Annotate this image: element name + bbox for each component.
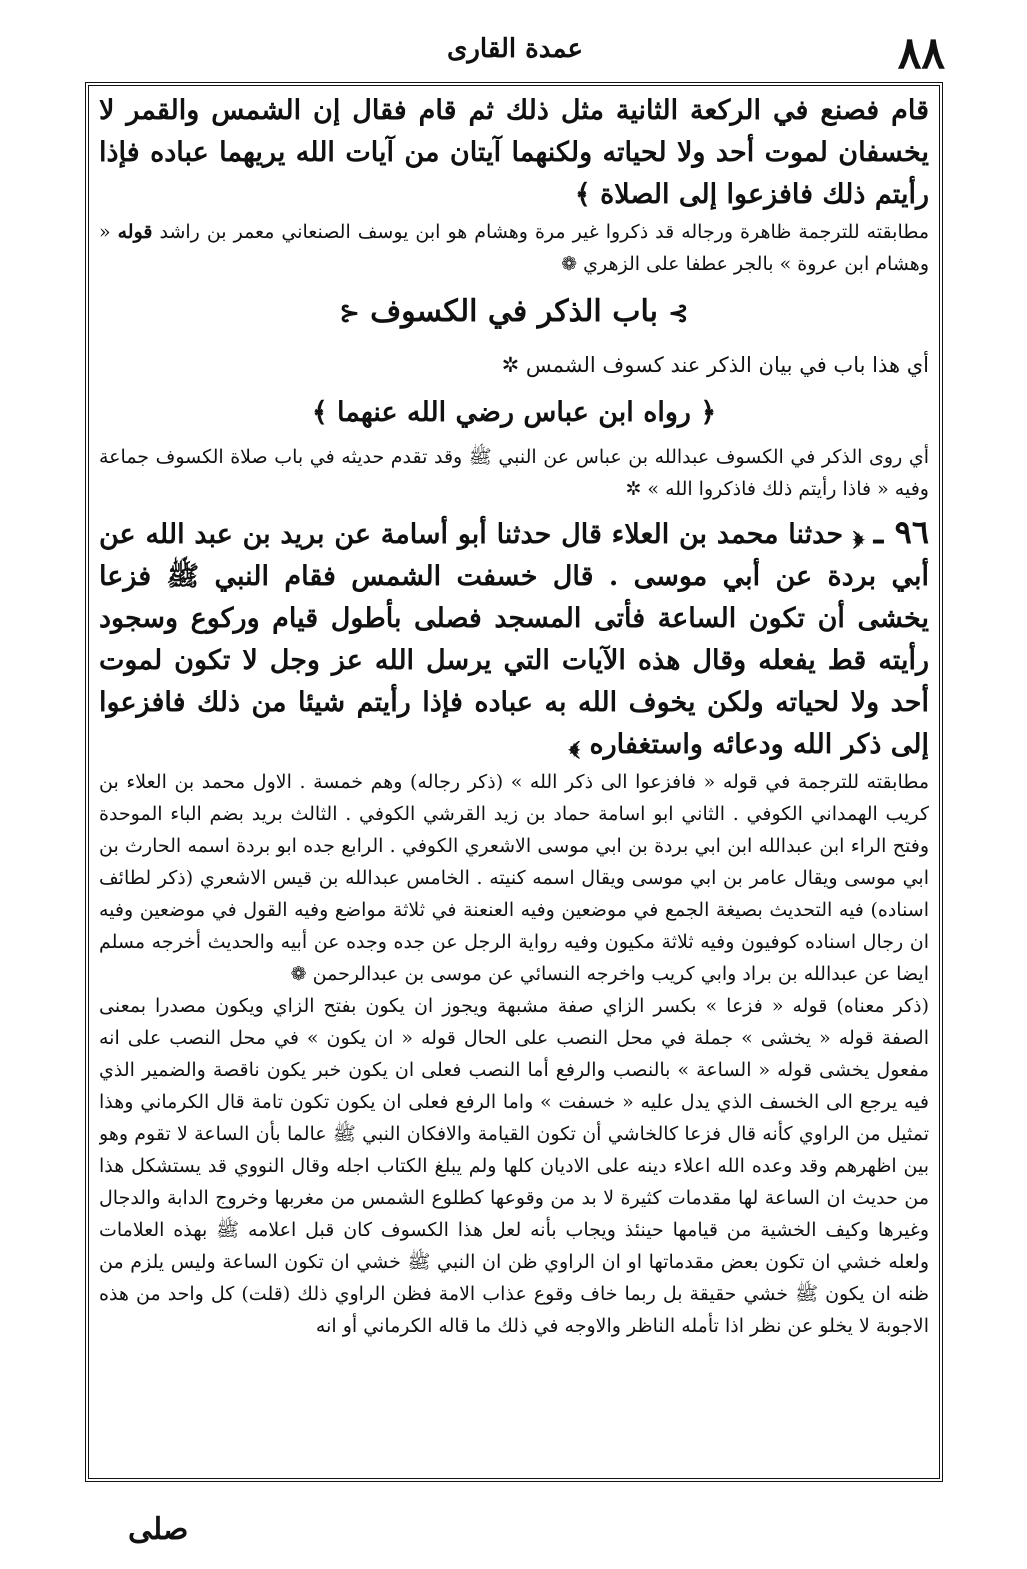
ornament-right-icon: ⊱	[668, 298, 689, 327]
narration-gloss: أي روى الذكر في الكسوف عبدالله بن عباس عن النبي ﷺ وقد تقدم حديثه في باب صلاة الكسوف جماعة وفيه « فاذا رأيتم ذلك فاذكروا الله » ✲	[99, 446, 929, 500]
page-frame	[85, 82, 943, 1482]
page-content	[99, 90, 929, 1472]
commentary-96-p2: (ذكر معناه) قوله « فزعا » بكسر الزاي صفة مشبهة ويجوز ان يكون بفتح الزاي ويكون مصدرا بمعنى الصفة قوله « يخشى » جملة في محل النصب على الحال قوله « ان يكون » في محل النصب على انه مفعول يخشى قوله « الساعة » بالنصب والرفع أما النصب فعلى ان يكون خبر يكون ناقصة والضمير الذي فيه يرجع الى الخسف الذي يدل عليه « خسفت » واما الرفع فعلى ان يكون تكون تامة قال الكرماني وهذا تمثيل من الراوي كأنه قال فزعا كالخاشي أن تكون القيامة والافكان النبي ﷺ عالما بأن الساعة لا تقوم وهو بين اظهرهم وقد وعده الله اعلاء دينه على الاديان كلها ولم يبلغ الكتاب اجله وقال النووي قد يستشكل هذا من حديث ان الساعة لها مقدمات كثيرة لا بد من وقوعها كطلوع الشمس من مغربها وخروج الدابة والدجال وغيرها وكيف الخشية من قيامها حينئذ ويجاب بأنه لعل هذا الكسوف كان قبل اعلامه ﷺ بهذه العلامات ولعله خشي ان تكون بعض مقدماتها او ان الراوي ظن ان النبي ﷺ خشي ان تكون الساعة وليس يلزم من ظنه ان يكون ﷺ خشي حقيقة بل ربما خاف وقوع عذاب الامة فظن الراوي ذلك (قلت) كل واحد من هذه الاجوبة لا يخلو عن نظر اذا تأمله الناظر والاوجه في ذلك ما قاله الكرماني أو انه	[99, 995, 929, 1337]
ornament-left-icon: ⊰	[339, 298, 360, 327]
hadith-96	[99, 511, 929, 766]
catchword: صلى	[128, 1512, 189, 1547]
qawluhu-label: قوله	[117, 221, 153, 243]
page-number: ٨٨	[897, 28, 945, 79]
hadith-text-top: قام فصنع في الركعة الثانية مثل ذلك ثم قام فقال إن الشمس والقمر لا يخسفان لموت أحد ولا لحياته ولكنهما آيتان من آيات الله يريهما عباده فإذا رأيتم ذلك فافزعوا إلى الصلاة ﴾	[99, 95, 929, 210]
commentary-96-p1: مطابقته للترجمة في قوله « فافزعوا الى ذكر الله » (ذكر رجاله) وهم خمسة . الاول محمد بن العلاء بن كريب الهمداني الكوفي . الثاني ابو اسامة حماد بن زيد القرشي الكوفي . الثالث بريد بضم الباء الموحدة وفتح الراء ابن عبدالله ابن ابي بردة بن ابي موسى الاشعري الكوفي . الرابع جده ابو بردة اسمه الحارث بن ابي موسى ويقال عامر بن ابي موسى ويقال اسمه كنيته . الخامس عبدالله بن قيس الاشعري (ذكر لطائف اسناده) فيه التحديث بصيغة الجمع في موضعين وفيه العنعنة في ثلاثة مواضع وفيه القول في موضعين وفيه ان رجال اسناده كوفيون وفيه ثلاثة مكيون وفيه رواية الرجل عن جده وجده عن أبيه والحديث أخرجه مسلم ايضا عن عبدالله بن براد وابي كريب واخرجه النسائي عن موسى بن عبدالرحمن ❁	[99, 771, 929, 985]
running-title: عمدة القارى	[447, 34, 583, 64]
chapter-gloss: أي هذا باب في بيان الذكر عند كسوف الشمس ✲	[501, 353, 929, 377]
chapter-title: باب الذكر في الكسوف	[370, 294, 658, 329]
chapter-heading	[99, 284, 929, 341]
commentary-top	[99, 216, 929, 280]
narration-heading: ﴿ رواه ابن عباس رضي الله عنهما ﴾	[311, 397, 717, 428]
hadith-number: ٩٦ ـ	[873, 513, 929, 551]
page-header	[85, 20, 945, 82]
commentary-top-text: مطابقته للترجمة ظاهرة ورجاله قد ذكروا غير مرة وهشام هو ابن يوسف الصنعاني معمر بن راشد	[159, 221, 929, 243]
hadith-96-body: ﴿ حدثنا محمد بن العلاء قال حدثنا أبو أسامة عن بريد بن عبد الله عن أبي بردة عن أبي موسى . قال خسفت الشمس فقام النبي ﷺ فزعا يخشى أن تكون الساعة فأتى المسجد فصلى بأطول قيام وركوع وسجود رأيته قط يفعله وقال هذه الآيات التي يرسل الله عز وجل لا تكون لموت أحد ولا لحياته ولكن يخوف الله به عباده فإذا رأيتم شيئا من ذلك فافزعوا إلى ذكر الله ودعائه واستغفاره ﴾	[99, 519, 929, 760]
commentary-top-tail: « وهشام ابن عروة » بالجر عطفا على الزهري ❁	[99, 221, 929, 275]
hadith-96-text	[99, 511, 929, 766]
